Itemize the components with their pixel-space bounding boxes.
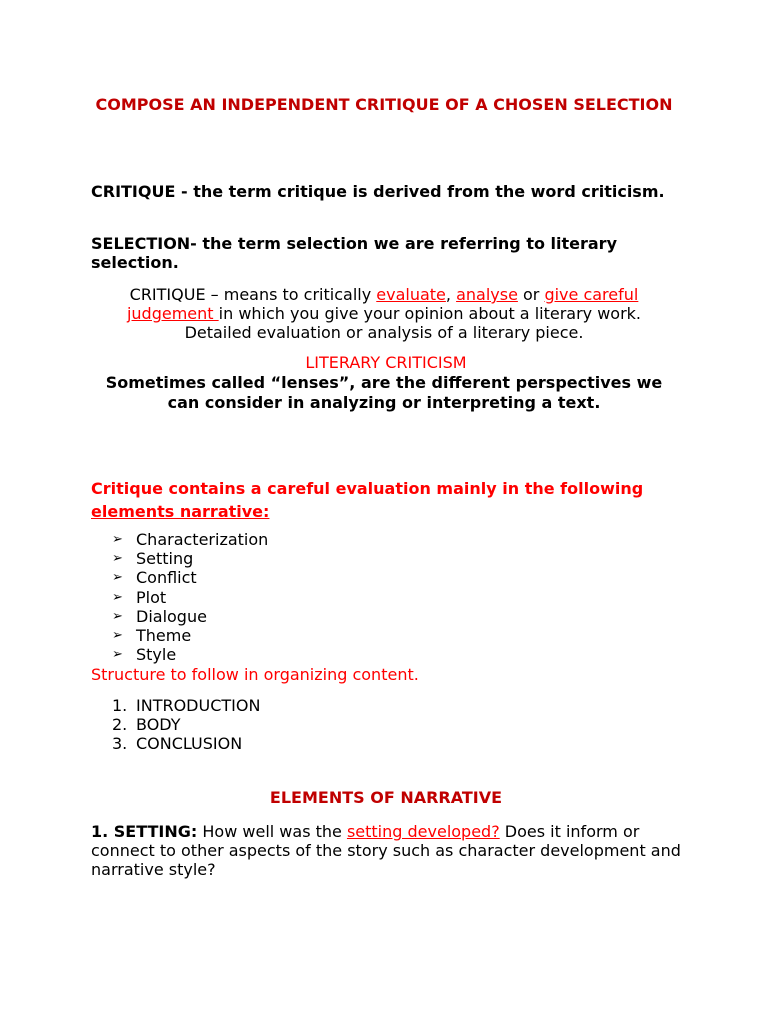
list-item-label: Plot xyxy=(136,587,167,607)
list-item-label: INTRODUCTION xyxy=(136,696,261,715)
critique-contains-text: Critique contains a careful evaluation mainly in the following xyxy=(91,479,644,498)
definition-or: or xyxy=(517,285,545,304)
literary-criticism-text: Sometimes called “lenses”, are the different perspectives we can consider in analyzing or interpreting a text. xyxy=(105,373,663,412)
setting-after: Does it inform or connect to other aspects of the story such as character development and narrative style? xyxy=(91,822,681,879)
list-item-label: Characterization xyxy=(136,530,269,549)
list-item xyxy=(112,568,268,587)
list-item xyxy=(112,715,260,734)
list-item xyxy=(112,696,260,715)
elements-list xyxy=(112,530,268,664)
definition-rest: in which you give your opinion about a literary work. Detailed evaluation or analysis of a literary piece. xyxy=(184,304,642,342)
setting-paragraph xyxy=(91,822,681,879)
list-item xyxy=(112,607,268,626)
list-item-label: Setting xyxy=(136,549,194,569)
setting-label: 1. SETTING: xyxy=(91,822,198,841)
page-title: COMPOSE AN INDEPENDENT CRITIQUE OF A CHOSEN SELECTION xyxy=(95,95,673,114)
arrow-bullet-icon: ➢ xyxy=(112,570,123,586)
list-number: 3. xyxy=(112,734,128,754)
critique-contains xyxy=(91,477,681,523)
list-item-label: Dialogue xyxy=(136,606,207,626)
list-item xyxy=(112,588,268,607)
list-item xyxy=(112,626,268,645)
list-item-label: BODY xyxy=(136,715,181,735)
setting-developed-link[interactable]: setting developed? xyxy=(346,822,500,841)
list-item xyxy=(112,530,268,549)
arrow-bullet-icon: ➢ xyxy=(112,628,123,644)
structure-heading: Structure to follow in organizing content. xyxy=(91,665,419,684)
elements-heading: ELEMENTS OF NARRATIVE xyxy=(269,788,503,807)
critique-intro: CRITIQUE - the term critique is derived from the word criticism. xyxy=(91,182,665,201)
list-item xyxy=(112,645,268,664)
arrow-bullet-icon: ➢ xyxy=(112,532,123,547)
arrow-bullet-icon: ➢ xyxy=(112,589,123,605)
list-item-label: CONCLUSION xyxy=(136,734,243,754)
literary-criticism-heading: LITERARY CRITICISM xyxy=(305,353,467,372)
careful-judgement-link[interactable]: give careful judgement xyxy=(126,285,639,323)
definition-comma: , xyxy=(445,285,457,304)
list-item-label: Style xyxy=(136,645,177,665)
list-item xyxy=(112,734,260,753)
arrow-bullet-icon: ➢ xyxy=(112,551,123,567)
analyse-link[interactable]: analyse xyxy=(456,285,518,304)
critique-definition xyxy=(92,285,676,342)
structure-list xyxy=(112,696,260,754)
evaluate-link[interactable]: evaluate xyxy=(376,285,446,304)
list-item-label: Theme xyxy=(136,626,192,646)
arrow-bullet-icon: ➢ xyxy=(112,647,123,663)
list-item-label: Conflict xyxy=(136,568,197,588)
elements-narrative-link[interactable]: elements narrative: xyxy=(91,502,270,521)
list-item xyxy=(112,549,268,568)
list-number: 1. xyxy=(112,696,128,715)
arrow-bullet-icon: ➢ xyxy=(112,608,123,624)
selection-intro: SELECTION- the term selection we are referring to literary selection. xyxy=(91,234,617,272)
setting-before: How well was the xyxy=(197,822,347,841)
definition-prefix: CRITIQUE – means to critically xyxy=(129,285,377,304)
list-number: 2. xyxy=(112,715,128,735)
